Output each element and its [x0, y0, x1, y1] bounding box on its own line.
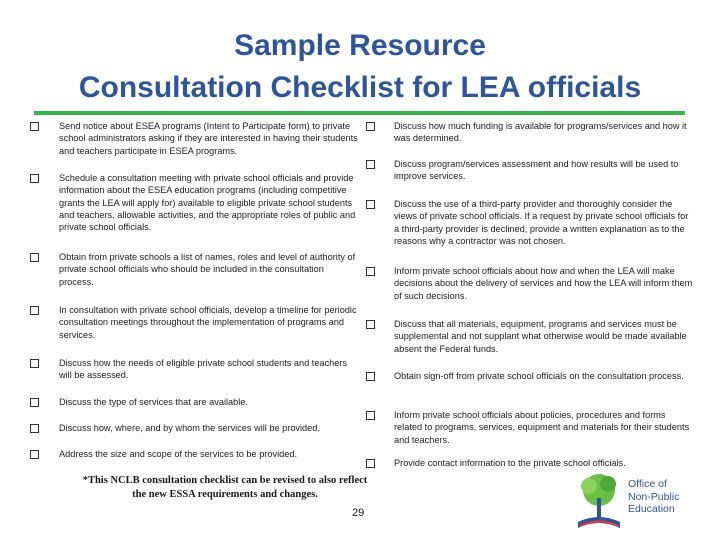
checkbox-icon[interactable]	[30, 450, 39, 459]
checkbox-icon[interactable]	[30, 359, 39, 368]
title-line-1: Sample Resource	[234, 29, 486, 62]
checkbox-icon[interactable]	[366, 372, 375, 381]
list-item-text: Provide contact information to the private school officials.	[394, 458, 626, 468]
list-item-text: Send notice about ESEA programs (Intent to Participate form) to private school administrators asking if they are interested in having their students and teachers participate in ESEA programs.	[59, 121, 358, 156]
page-number: 29	[352, 507, 365, 519]
checkbox-icon[interactable]	[366, 320, 375, 329]
checkbox-icon[interactable]	[30, 424, 39, 433]
logo-line-1: Office of	[628, 478, 667, 490]
tree-book-icon	[572, 470, 626, 534]
list-item-text: Obtain sign-off from private school officials on the consultation process.	[394, 371, 684, 381]
list-item-text: Discuss how much funding is available for programs/services and how it was determined.	[394, 121, 687, 144]
checkbox-icon[interactable]	[30, 122, 39, 131]
list-item-text: Discuss the type of services that are available.	[59, 397, 248, 407]
checkbox-icon[interactable]	[30, 398, 39, 407]
office-logo	[572, 470, 712, 536]
checkbox-icon[interactable]	[366, 411, 375, 420]
list-item-text: Inform private school officials about policies, procedures and forms related to programs, services, equipment and materials for their students and teachers.	[394, 410, 690, 445]
logo-line-2: Non-Public	[628, 490, 680, 503]
list-item-text: In consultation with private school officials, develop a timeline for periodic consultation meetings throughout the implementation of programs and services.	[59, 305, 357, 340]
checkbox-icon[interactable]	[30, 306, 39, 315]
checkbox-icon[interactable]	[366, 459, 375, 468]
logo-line-3: Education	[628, 503, 675, 515]
footnote: *This NCLB consultation checklist can be revised to also reflect the new ESSA requirements and changes.	[82, 475, 368, 500]
checkbox-icon[interactable]	[366, 267, 375, 276]
checkbox-icon[interactable]	[30, 253, 39, 262]
list-item-text: Schedule a consultation meeting with private school officials and provide information about the ESEA education programs (including competitive grants the LEA will apply for) available to eligible private school students and teachers, allowable activities, and the appropriate roles of public and private school officials.	[59, 173, 356, 233]
list-item-text: Discuss how the needs of eligible private school students and teachers will be assessed.	[59, 358, 348, 381]
title-line-2: Consultation Checklist for LEA officials	[78, 71, 642, 104]
list-item-text: Obtain from private schools a list of names, roles and level of authority of private school officials who should be included in the consultation process.	[59, 252, 356, 287]
logo-text	[628, 478, 679, 516]
checkbox-icon[interactable]	[30, 174, 39, 183]
list-item-text: Discuss how, where, and by whom the services will be provided.	[59, 423, 320, 433]
list-item-text: Discuss program/services assessment and how results will be used to improve services.	[394, 159, 679, 182]
checkbox-icon[interactable]	[366, 200, 375, 209]
list-item-text: Discuss the use of a third-party provider and thoroughly consider the views of private school officials. If a request by private school officials for a third-party provider is declined, provide a written explanation as to the reasons why a contractor was not chosen.	[394, 199, 689, 246]
list-item-text: Discuss that all materials, equipment, programs and services must be supplemental and not supplant what otherwise would be made available absent the Federal funds.	[394, 319, 687, 354]
checkbox-icon[interactable]	[366, 160, 375, 169]
list-item-text: Inform private school officials about how and when the LEA will make decisions about the delivery of services and how the LEA will inform them of such decisions.	[394, 266, 693, 301]
checkbox-icon[interactable]	[366, 122, 375, 131]
title-divider	[34, 111, 685, 115]
list-item-text: Address the size and scope of the services to be provided.	[59, 449, 297, 459]
